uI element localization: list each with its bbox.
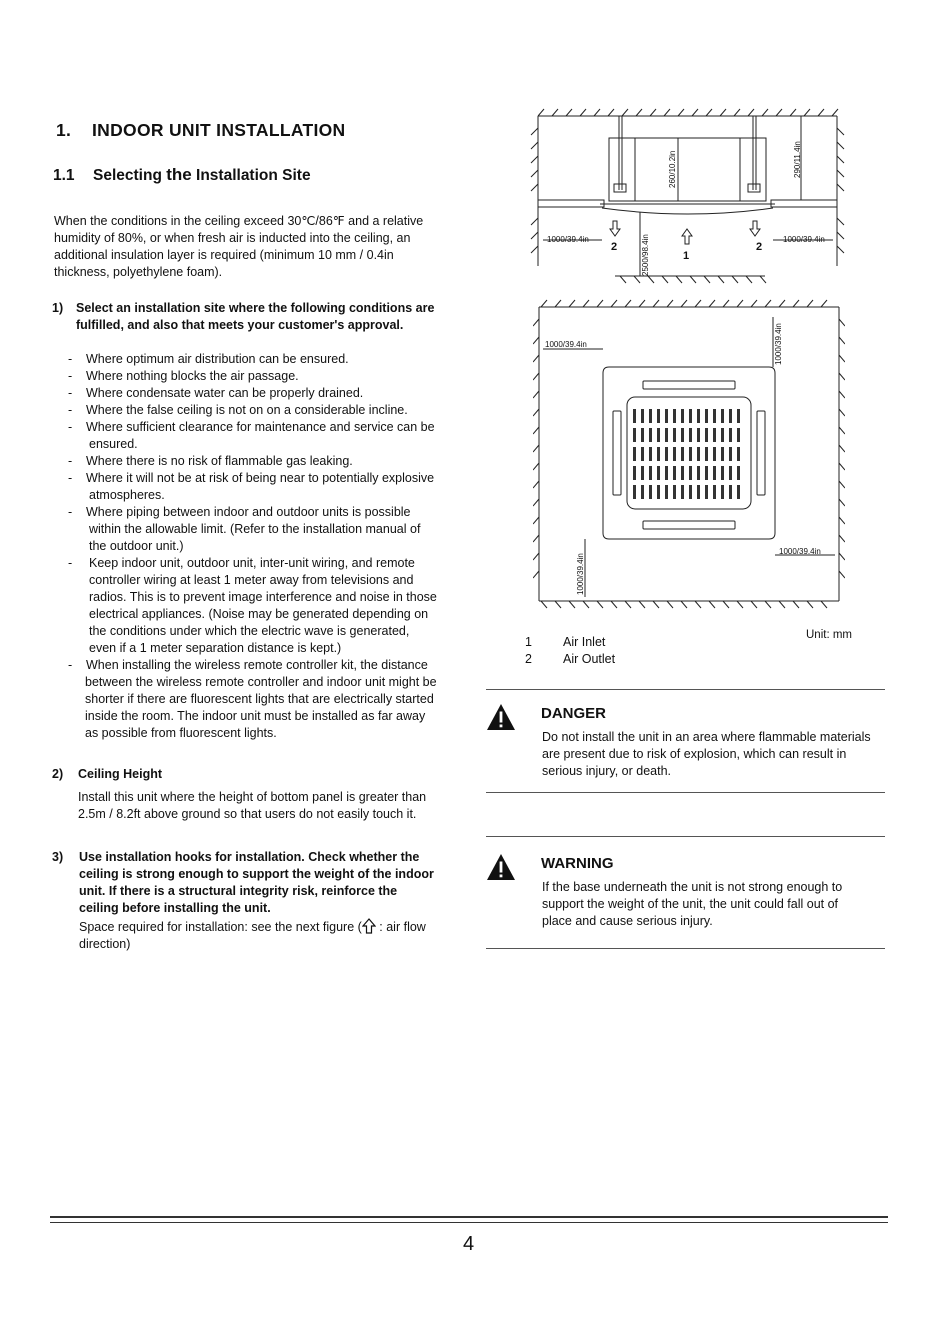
intro-line: thickness, polyethylene foam). xyxy=(54,265,223,279)
outlet-label: 2 xyxy=(611,241,618,253)
danger-line: serious injury, or death. xyxy=(542,764,671,778)
section2-body xyxy=(78,789,468,823)
section2-line: Install this unit where the height of bottom panel is greater than xyxy=(78,790,427,804)
inlet-label: 1 xyxy=(683,250,690,262)
section2-number: 2) xyxy=(52,767,64,781)
subsection-title-post: Installation Site xyxy=(191,167,311,184)
intro-line: When the conditions in the ceiling exceed 30℃/86℉ and a relative xyxy=(54,214,424,228)
list-item: - Keep indoor unit, outdoor unit, inter-unit wiring, and remote controller wiring at least 1 meter away from televisions and radios. This is to prevent image interference and noise in those electrical appliances. (Noise may be generated depending on the conditions under which the electric wave is generated, even if a 1 meter separation distance is kept.) xyxy=(68,556,437,655)
section-title: INDOOR UNIT INSTALLATION xyxy=(92,120,346,140)
warning-line: If the base underneath the unit is not strong enough to xyxy=(542,880,843,894)
footer-rule xyxy=(50,1216,888,1218)
dim-right-label: 1000/39.4in xyxy=(783,235,825,244)
dim-plan-bottom-left: 1000/39.4in xyxy=(576,553,585,595)
list-item: - Where there is no risk of flammable gas leaking. xyxy=(68,454,353,468)
list-item: - Where optimum air distribution can be ensured. xyxy=(68,352,349,366)
section1-heading xyxy=(52,300,462,334)
danger-line: are present due to risk of explosion, which can result in xyxy=(542,747,847,761)
danger-warning-icon xyxy=(486,703,516,731)
intro-line: additional insulation layer is required (minimum 10 mm / 0.4in xyxy=(54,248,394,262)
divider xyxy=(486,792,885,793)
warning-title: WARNING xyxy=(541,855,614,872)
list-item: - Where piping between indoor and outdoor units is possible within the allowable limit. (Refer to the installation manual of the outdoor unit.) xyxy=(68,505,421,553)
intro-paragraph xyxy=(54,213,454,281)
danger-title: DANGER xyxy=(541,705,607,722)
section3-bold-line: ceiling is strong enough to support the weight of the indoor xyxy=(79,867,434,881)
footer-rule xyxy=(50,1222,888,1223)
danger-line: Do not install the unit in an area where flammable materials xyxy=(542,730,871,744)
subsection-title-pre: Selecting xyxy=(93,167,167,184)
subsection-heading xyxy=(53,165,311,185)
divider xyxy=(486,836,885,837)
list-item: - Where sufficient clearance for maintenance and service can be ensured. xyxy=(68,420,435,451)
section3-bold-line: Use installation hooks for installation. Check whether the xyxy=(79,850,420,864)
warning-line: place and cause serious injury. xyxy=(542,914,713,928)
section3-body xyxy=(79,918,469,953)
section3-line-post: : air flow xyxy=(375,920,426,934)
section3-line-last: direction) xyxy=(79,937,131,951)
warning-text xyxy=(542,879,892,930)
warning-line: support the weight of the unit, the unit could fall out of xyxy=(542,897,839,911)
dim-left-label: 1000/39.4in xyxy=(547,235,589,244)
section3-bold-line: unit. If there is a structural integrity risk, reinforce the xyxy=(79,884,398,898)
legend xyxy=(525,634,645,668)
section-number: 1. xyxy=(56,120,72,140)
dim-plan-top-left: 1000/39.4in xyxy=(545,340,587,349)
section3-line-pre: Space required for installation: see the next figure ( xyxy=(79,920,362,934)
section-heading xyxy=(56,120,345,141)
subsection-number: 1.1 xyxy=(53,167,75,184)
unit-label: Unit: mm xyxy=(806,629,852,641)
list-item: - Where condensate water can be properly drained. xyxy=(68,386,364,400)
intake-grille xyxy=(633,409,740,499)
danger-text xyxy=(542,729,892,780)
section1-title-line: fulfilled, and also that meets your customer's approval. xyxy=(76,318,404,332)
divider xyxy=(486,689,885,690)
outlet-arrow-icon xyxy=(750,221,760,236)
outlet-arrow-icon xyxy=(610,221,620,236)
list-item: - When installing the wireless remote controller kit, the distance between the wireless remote controller and indoor unit might be shorter if there are fluorescent lights that are electrically started inside the room. The indoor unit must be installed as far away as possible from fluorescent lights. xyxy=(68,658,437,740)
list-item: - Where it will not be at risk of being near to potentially explosive atmospheres. xyxy=(68,471,435,502)
warning-icon xyxy=(486,853,516,881)
side-elevation-diagram xyxy=(530,108,845,286)
dim-plan-top-right: 1000/39.4in xyxy=(774,323,783,365)
list-item: - Where nothing blocks the air passage. xyxy=(68,369,299,383)
inlet-arrow-icon xyxy=(682,229,692,244)
outlet-label: 2 xyxy=(756,241,763,253)
legend-item: 1 Air Inlet xyxy=(525,635,606,649)
subsection-title-the: the xyxy=(166,165,192,184)
section2-title: Ceiling Height xyxy=(78,767,163,781)
section1-title-line: Select an installation site where the following conditions are xyxy=(76,301,435,315)
ceiling-hatching xyxy=(538,109,838,116)
section3-heading xyxy=(52,849,462,917)
section1-number: 1) xyxy=(52,301,64,315)
airflow-arrow-icon xyxy=(362,918,376,934)
dim-plan-bottom-right: 1000/39.4in xyxy=(779,547,821,556)
dim-top-label: 290/11.4in xyxy=(793,141,802,178)
section2-heading xyxy=(52,766,462,783)
conditions-list xyxy=(68,351,458,742)
dim-floor-label: 2500/98.4in xyxy=(641,234,650,276)
dim-height-label: 260/10.2in xyxy=(668,150,677,188)
intro-line: humidity of 80%, or when fresh air is inducted into the ceiling, an xyxy=(54,231,411,245)
plan-view-diagram xyxy=(533,297,845,609)
page-number: 4 xyxy=(463,1233,475,1255)
section3-bold-line: ceiling before installing the unit. xyxy=(79,901,271,915)
list-item: - Where the false ceiling is not on on a considerable incline. xyxy=(68,403,408,417)
section2-line: 2.5m / 8.2ft above ground so that users do not easily touch it. xyxy=(78,807,417,821)
divider xyxy=(486,948,885,949)
section3-number: 3) xyxy=(52,850,64,864)
legend-item: 2 Air Outlet xyxy=(525,652,616,666)
